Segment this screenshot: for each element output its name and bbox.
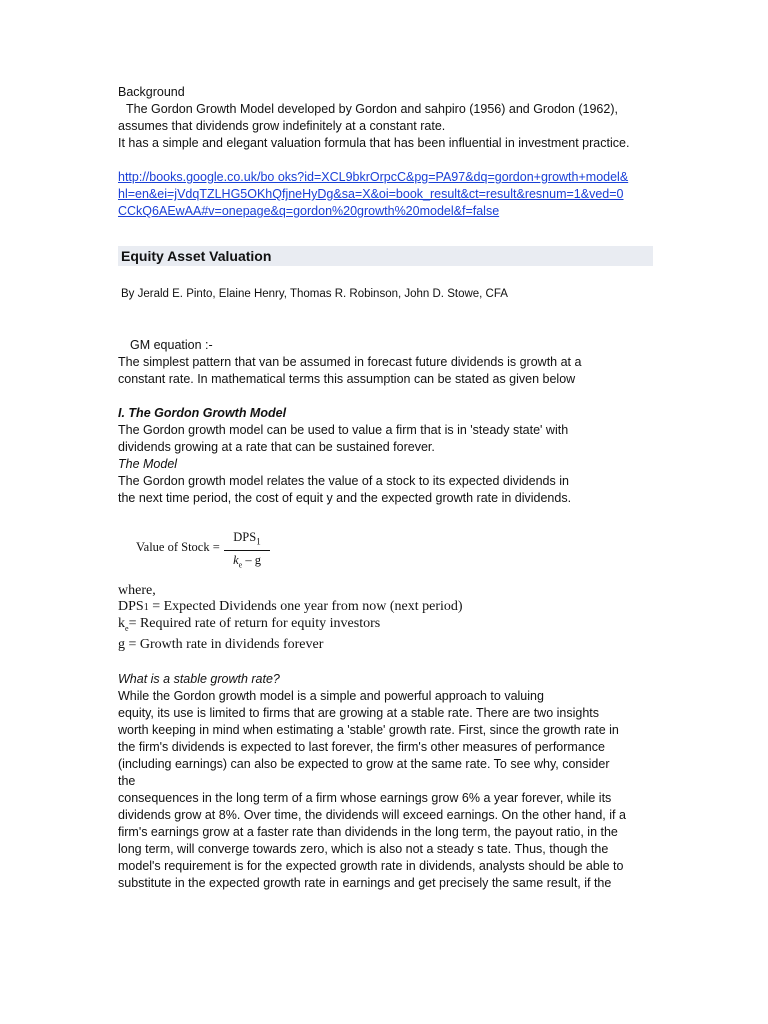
document-page (118, 84, 658, 892)
background-line: assumes that dividends grow indefinitely at a constant rate. (118, 119, 446, 133)
stable-line: the firm's dividends is expected to last forever, the firm's other measures of performance (118, 739, 605, 754)
stable-line: (including earnings) can also be expected to grow at the same rate. To see why, consider (118, 756, 610, 771)
model-intro-line: dividends growing at a rate that can be sustained forever. (118, 440, 435, 454)
background-line: The Gordon Growth Model developed by Gordon and sahpiro (1956) and Grodon (1962), (126, 102, 618, 116)
stable-line: firm's earnings grow at a faster rate than dividends in the long term, the payout ratio, in the (118, 824, 618, 839)
model-intro-line: The Gordon growth model can be used to value a firm that is in 'steady state' with (118, 423, 569, 437)
definition-ke: $k_e=$ Required rate of return for equity investors (118, 616, 381, 633)
formula-denominator: $k_e$ – g (233, 552, 261, 569)
model-body-line: The Gordon growth model relates the value of a stock to its expected dividends in (118, 474, 569, 488)
stable-line: dividends grow at 8%. Over time, the dividends will exceed earnings. On the other hand, if a (118, 807, 626, 822)
gordon-formula (136, 529, 658, 571)
definitions-where: where, (118, 583, 156, 598)
stable-line: substitute in the expected growth rate in earnings and get precisely the same result, if the (118, 875, 612, 890)
stable-line: worth keeping in mind when estimating a 'stable' growth rate. First, since the growth rate in (118, 722, 619, 737)
definition-dps: DPS1 = Expected Dividends one year from now (next period) (118, 599, 463, 614)
definition-g: g = Growth rate in dividends forever (118, 636, 324, 652)
formula-lhs: Value of Stock = (136, 540, 220, 554)
stable-line: consequences in the long term of a firm whose earnings grow 6% a year forever, while its (118, 790, 612, 805)
formula-numerator: $DPS_1$ (224, 529, 270, 551)
stable-line: the (118, 773, 136, 788)
stable-line: While the Gordon growth model is a simple and powerful approach to valuing (118, 688, 544, 703)
stable-line: equity, its use is limited to firms that are growing at a stable rate. There are two insights (118, 705, 600, 720)
stable-line: model's requirement is for the expected growth rate in dividends, analysts should be able to (118, 858, 624, 873)
background-heading: Background (118, 85, 185, 99)
formula-fraction (224, 529, 270, 574)
background-line: It has a simple and elegant valuation formula that has been influential in investment practice. (118, 136, 630, 150)
stable-growth-question: What is a stable growth rate? (118, 671, 280, 686)
link-line: http://books.google.co.uk/bo oks?id=XCL9bkrOrpcC&pg=PA97&dq=gordon+growth+model& (118, 170, 629, 184)
stable-growth-body (118, 688, 658, 892)
gm-equation-label: GM equation :- (130, 338, 213, 352)
authors-line: By Jerald E. Pinto, Elaine Henry, Thomas R. Robinson, John D. Stowe, CFA (121, 288, 508, 300)
google-books-link[interactable] (118, 169, 658, 220)
link-line: hl=en&ei=jVdqTZLHG5OKhQfjneHyDg&sa=X&oi=book_result&ct=result&resnum=1&ved=0 (118, 187, 624, 201)
model-body-line: the next time period, the cost of equit y and the expected growth rate in dividends. (118, 491, 572, 505)
section-title: Equity Asset Valuation (118, 246, 653, 266)
model-subheading: The Model (118, 457, 178, 471)
link-line: CCkQ6AEwAA#v=onepage&q=gordon%20growth%20model&f=false (118, 204, 500, 218)
model-heading: I. The Gordon Growth Model (118, 406, 287, 420)
gm-line: The simplest pattern that van be assumed in forecast future dividends is growth at a (118, 355, 582, 369)
definitions-block (118, 583, 658, 653)
stable-line: long term, will converge towards zero, which is also not a steady s tate. Thus, though the (118, 841, 609, 856)
gm-line: constant rate. In mathematical terms this assumption can be stated as given below (118, 372, 576, 386)
